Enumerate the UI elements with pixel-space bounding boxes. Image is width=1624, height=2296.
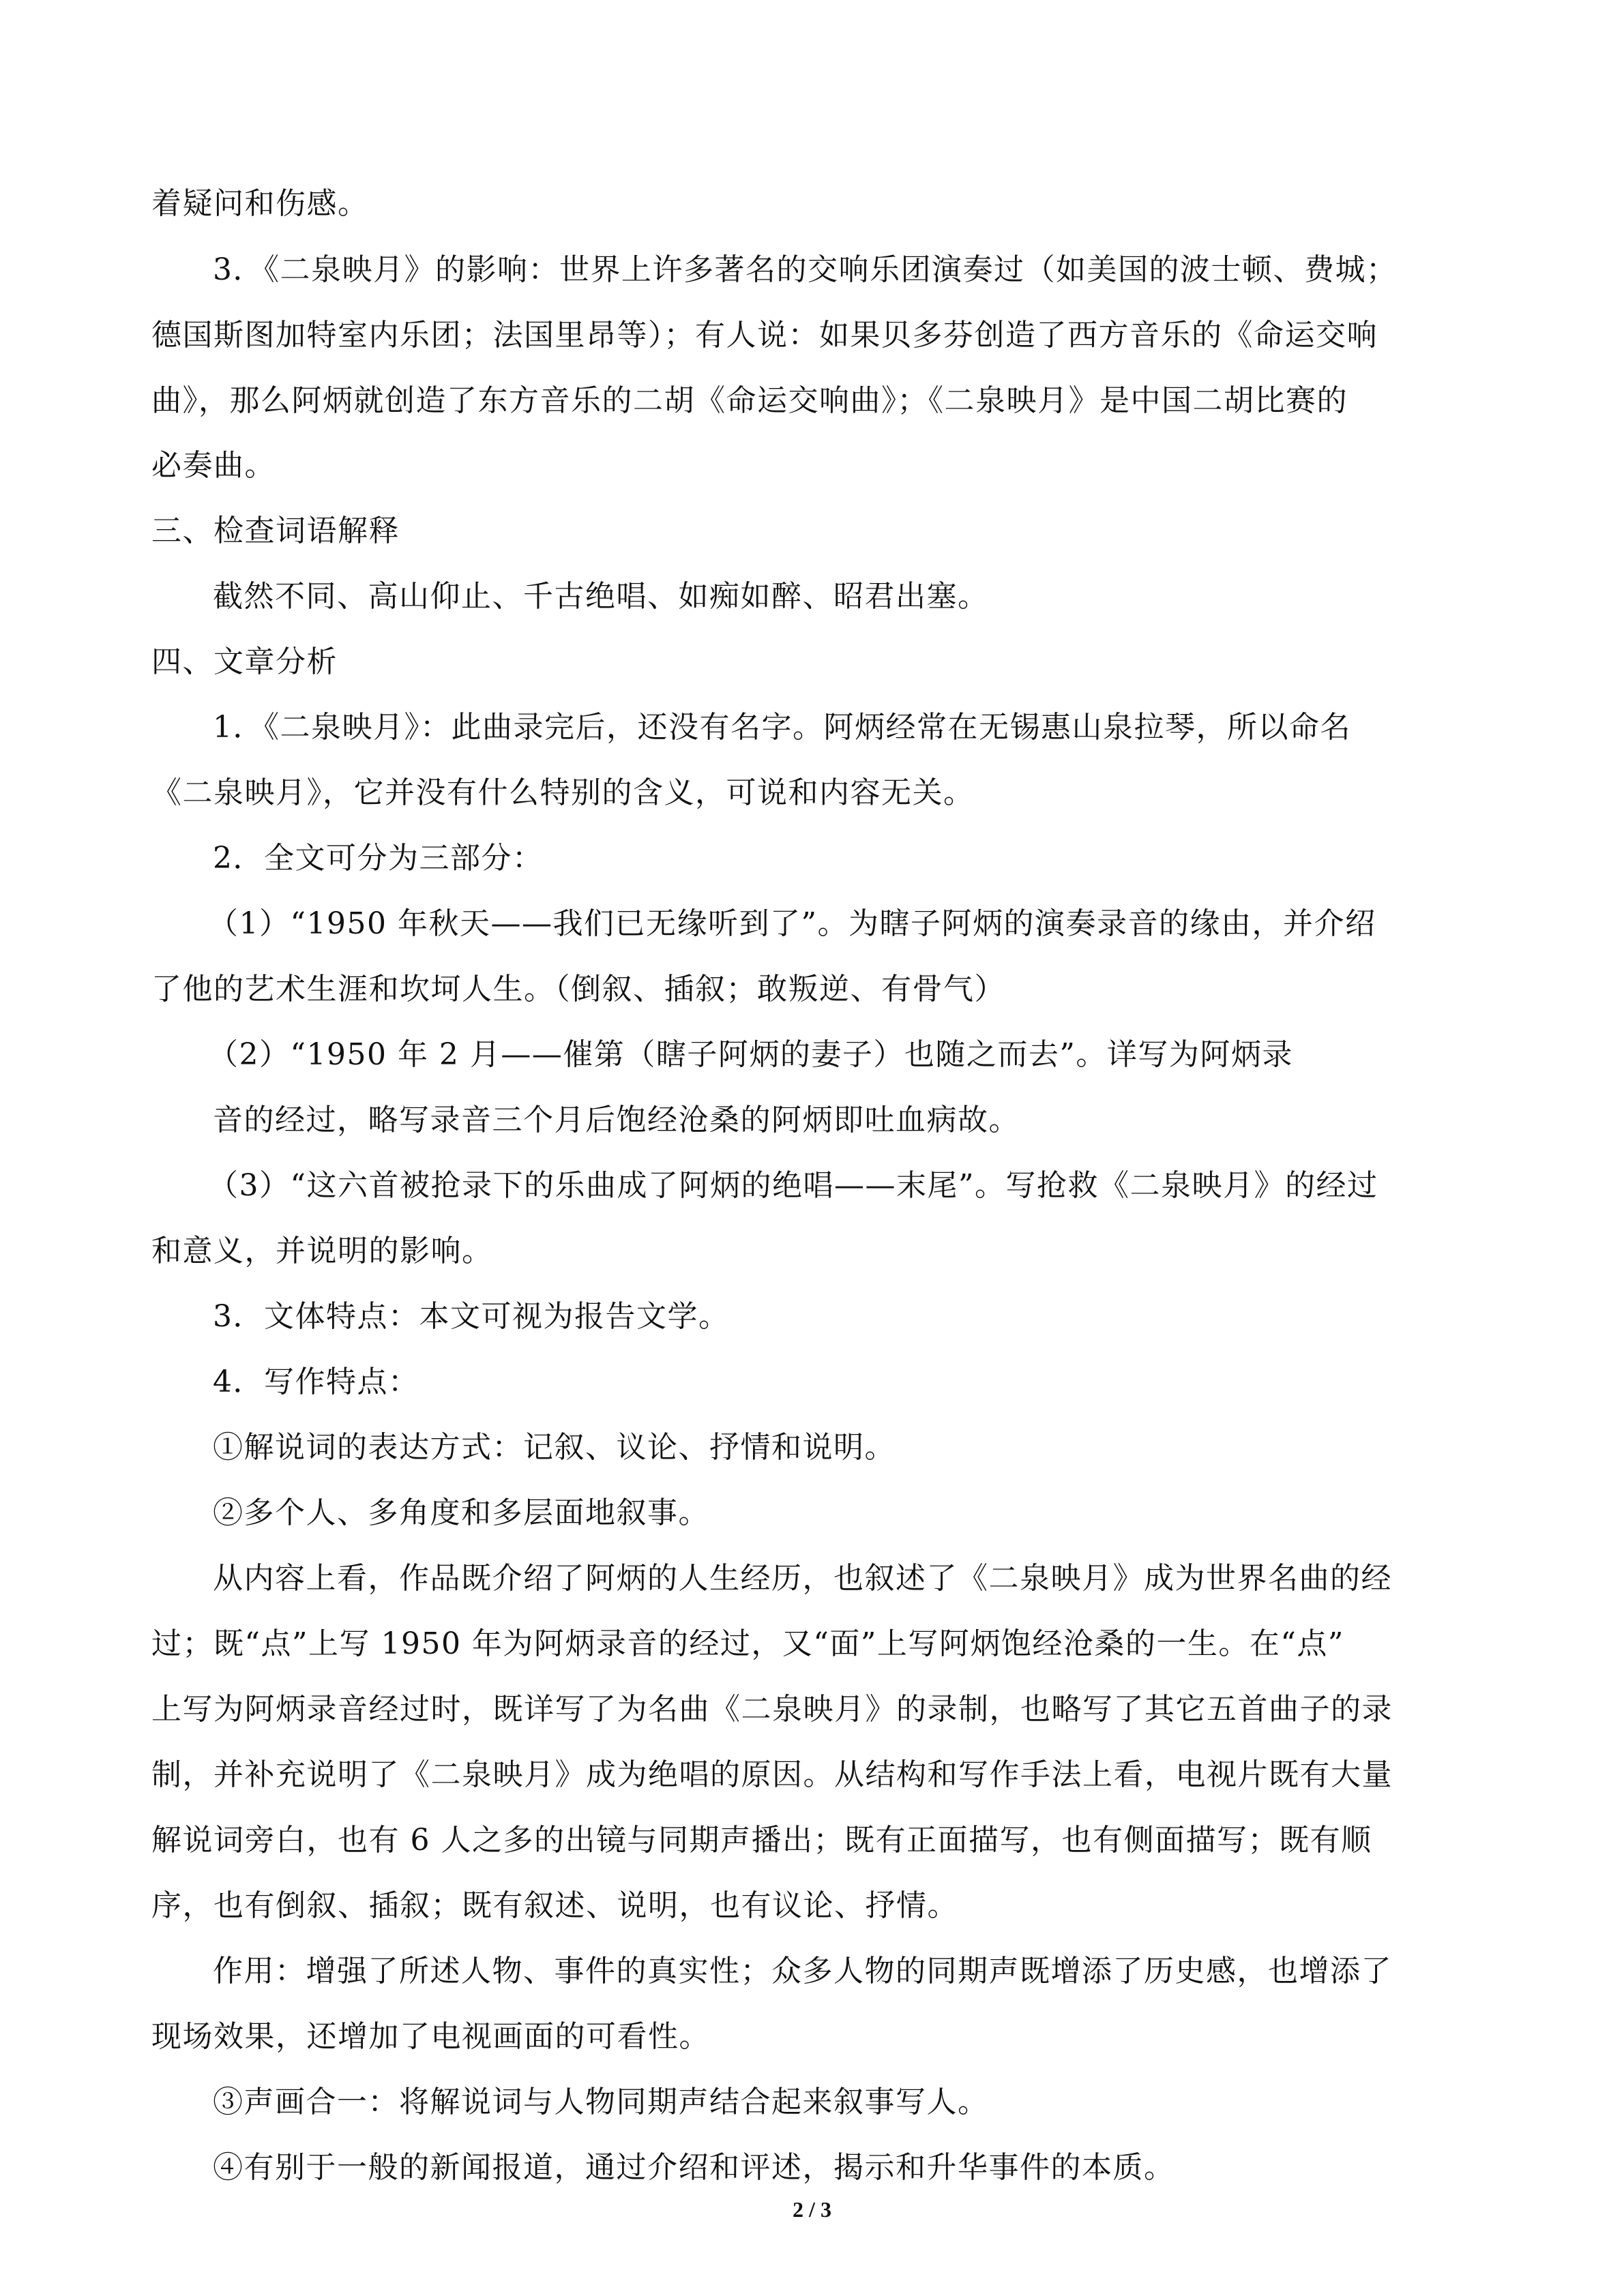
point-3-influence-line-4: 必奏曲。 (151, 448, 276, 483)
part-3-line-1: （3）“这六首被抢录下的乐曲成了阿炳的绝唱——末尾”。写抢救《二泉映月》的经过 (208, 1168, 1378, 1203)
feature-4-line: ④有别于一般的新闻报道，通过介绍和评述，揭示和升华事件的本质。 (213, 2150, 1175, 2185)
content-para-line-1: 从内容上看，作品既介绍了阿炳的人生经历，也叙述了《二泉映月》成为世界名曲的经 (213, 1561, 1392, 1596)
part-2-line-1: （2）“1950 年 2 月——催第（瞎子阿炳的妻子）也随之而去”。详写为阿炳录 (208, 1037, 1293, 1072)
feature-3-line: ③声画合一：将解说词与人物同期声结合起来叙事写人。 (213, 2085, 989, 2119)
effect-para-line-2: 现场效果，还增加了电视画面的可看性。 (151, 2019, 710, 2054)
page-number: 2 / 3 (793, 2197, 831, 2222)
content-para-line-3: 上写为阿炳录音经过时，既详写了为名曲《二泉映月》的录制，也略写了其它五首曲子的录 (151, 1692, 1393, 1727)
analysis-1-line-1: 1．《二泉映月》：此曲录完后，还没有名字。阿炳经常在无锡惠山泉拉琴，所以命名 (213, 710, 1351, 745)
para-ending-line-1: 着疑问和伤感。 (151, 186, 369, 221)
analysis-3-line: 3．文体特点：本文可视为报告文学。 (213, 1299, 730, 1334)
content-para-line-2: 过；既“点”上写 1950 年为阿炳录音的经过，又“面”上写阿炳饱经沧桑的一生。在“点” (151, 1626, 1344, 1661)
part-1-line-2: 了他的艺术生涯和坎坷人生。（倒叙、插叙；敢叛逆、有骨气） (151, 972, 1005, 1007)
part-1-line-1: （1）“1950 年秋天——我们已无缘听到了”。为瞎子阿炳的演奏录音的缘由，并介绍 (208, 906, 1376, 941)
section-3-heading: 三、检查词语解释 (151, 513, 400, 548)
feature-2-line: ②多个人、多角度和多层面地叙事。 (213, 1495, 709, 1530)
section-4-heading: 四、文章分析 (151, 644, 338, 679)
content-para-line-6: 序，也有倒叙、插叙；既有叙述、说明，也有议论、抒情。 (151, 1888, 958, 1923)
feature-1-line: ①解说词的表达方式：记叙、议论、抒情和说明。 (213, 1430, 896, 1465)
part-2-line-2: 音的经过，略写录音三个月后饱经沧桑的阿炳即吐血病故。 (213, 1103, 1020, 1137)
content-para-line-5: 解说词旁白，也有 6 人之多的出镜与同期声播出；既有正面描写，也有侧面描写；既有顺 (151, 1823, 1372, 1858)
point-3-influence-line-2: 德国斯图加特室内乐团；法国里昂等）；有人说：如果贝多芬创造了西方音乐的《命运交响 (151, 318, 1378, 353)
content-para-line-4: 制，并补充说明了《二泉映月》成为绝唱的原因。从结构和写作手法上看，电视片既有大量 (151, 1757, 1393, 1792)
vocabulary-line: 截然不同、高山仰止、千古绝唱、如痴如醉、昭君出塞。 (213, 579, 989, 614)
effect-para-line-1: 作用：增强了所述人物、事件的真实性；众多人物的同期声既增添了历史感，也增添了 (213, 1954, 1392, 1988)
point-3-influence-line-3: 曲》，那么阿炳就创造了东方音乐的二胡《命运交响曲》；《二泉映月》是中国二胡比赛的 (151, 383, 1348, 418)
analysis-1-line-2: 《二泉映月》，它并没有什么特别的含义，可说和内容无关。 (151, 775, 975, 810)
part-3-line-2: 和意义，并说明的影响。 (151, 1234, 493, 1268)
analysis-2-heading: 2．全文可分为三部分： (213, 841, 544, 876)
point-3-influence-line-1: 3．《二泉映月》的影响：世界上许多著名的交响乐团演奏过（如美国的波士顿、费城； (213, 252, 1398, 287)
analysis-4-heading: 4．写作特点： (213, 1365, 419, 1399)
